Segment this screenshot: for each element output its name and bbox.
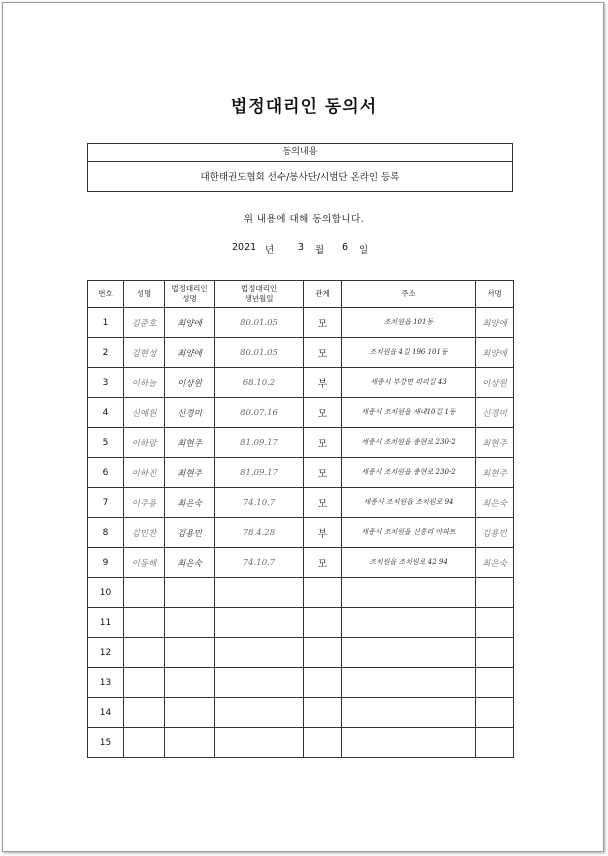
- date-year-unit: 년: [265, 245, 275, 256]
- student-name: 이하진: [124, 458, 165, 488]
- guardian-name: [165, 698, 215, 728]
- signature: [476, 638, 514, 668]
- address: 조치원읍 조치원로 42 94: [342, 548, 476, 578]
- guardian-birthdate: 74.10.7: [215, 488, 304, 518]
- table-row: [88, 308, 514, 338]
- guardian-name: 최은숙: [165, 548, 215, 578]
- guardian-name: 김용민: [165, 518, 215, 548]
- student-name: [124, 578, 165, 608]
- guardian-name: 최양애: [165, 308, 215, 338]
- guardian-birthdate: [215, 638, 304, 668]
- relation: [304, 698, 342, 728]
- signature: [476, 698, 514, 728]
- student-name: 김현성: [124, 338, 165, 368]
- relation: [304, 668, 342, 698]
- signature: 최은숙: [476, 548, 514, 578]
- relation: 모: [304, 308, 342, 338]
- address: 세종시 조치원읍 조치원로 94: [342, 488, 476, 518]
- table-row: [88, 338, 514, 368]
- guardian-name: 최현주: [165, 428, 215, 458]
- student-name: 김준호: [124, 308, 165, 338]
- row-number: 1: [88, 308, 124, 338]
- address: [342, 698, 476, 728]
- student-name: 이하늘: [124, 368, 165, 398]
- table-row: [88, 398, 514, 428]
- table-row: [88, 608, 514, 638]
- relation: 부: [304, 518, 342, 548]
- guardian-name: [165, 608, 215, 638]
- guardian-birthdate: 78.4.28: [215, 518, 304, 548]
- row-number: 5: [88, 428, 124, 458]
- guardian-birthdate: [215, 668, 304, 698]
- signature: [476, 608, 514, 638]
- signature: [476, 728, 514, 758]
- student-name: [124, 668, 165, 698]
- address: 세종시 부강면 리리길 43: [342, 368, 476, 398]
- row-number: 12: [88, 638, 124, 668]
- address: 세종시 조치원읍 새내10길 1동: [342, 398, 476, 428]
- signature: 최현주: [476, 428, 514, 458]
- address: [342, 578, 476, 608]
- table-header-row: [88, 281, 514, 308]
- student-name: [124, 698, 165, 728]
- table-body: [88, 308, 514, 758]
- guardian-name: 신경미: [165, 398, 215, 428]
- signature: 최현주: [476, 458, 514, 488]
- guardian-name: 최현주: [165, 458, 215, 488]
- table-row: [88, 548, 514, 578]
- row-number: 4: [88, 398, 124, 428]
- table-row: [88, 458, 514, 488]
- guardian-name: 이상원: [165, 368, 215, 398]
- table-row: [88, 728, 514, 758]
- guardian-birthdate: [215, 698, 304, 728]
- table-row: [88, 518, 514, 548]
- consent-header: 동의내용: [88, 144, 512, 162]
- address: [342, 638, 476, 668]
- row-number: 11: [88, 608, 124, 638]
- header-relation: 관계: [304, 281, 342, 308]
- header-address: 주소: [342, 281, 476, 308]
- row-number: 10: [88, 578, 124, 608]
- relation: 모: [304, 548, 342, 578]
- guardian-birthdate: 81.09.17: [215, 458, 304, 488]
- student-name: 신예원: [124, 398, 165, 428]
- guardian-birthdate: 80.01.05: [215, 338, 304, 368]
- signature: 최양애: [476, 308, 514, 338]
- signature: 최은숙: [476, 488, 514, 518]
- student-name: [124, 638, 165, 668]
- address: 세종시 조치원읍 충현로 230-2: [342, 428, 476, 458]
- relation: 모: [304, 458, 342, 488]
- relation: [304, 728, 342, 758]
- address: [342, 668, 476, 698]
- address: 조치원읍 4길 196 101동: [342, 338, 476, 368]
- consent-box: [87, 143, 513, 192]
- header-guardian-birth: 법정대리인 생년월일: [215, 281, 304, 308]
- relation: [304, 608, 342, 638]
- table-row: [88, 578, 514, 608]
- consent-body: 대한태권도협회 선수/봉사단/시범단 온라인 등록: [200, 172, 400, 183]
- agreement-statement: 위 내용에 대해 동의합니다.: [243, 214, 365, 225]
- guardian-table: [87, 280, 514, 758]
- guardian-name: [165, 668, 215, 698]
- signature: [476, 668, 514, 698]
- guardian-birthdate: [215, 578, 304, 608]
- guardian-name: [165, 638, 215, 668]
- header-number: 번호: [88, 281, 124, 308]
- relation: 모: [304, 488, 342, 518]
- guardian-name: 최양애: [165, 338, 215, 368]
- date-day: 6: [342, 242, 349, 253]
- row-number: 3: [88, 368, 124, 398]
- guardian-birthdate: 68.10.2: [215, 368, 304, 398]
- row-number: 14: [88, 698, 124, 728]
- relation: [304, 638, 342, 668]
- row-number: 9: [88, 548, 124, 578]
- guardian-birthdate: 80.01.05: [215, 308, 304, 338]
- relation: 부: [304, 368, 342, 398]
- date-day-unit: 일: [359, 245, 369, 256]
- student-name: 이동해: [124, 548, 165, 578]
- row-number: 2: [88, 338, 124, 368]
- student-name: [124, 728, 165, 758]
- signature: 신경미: [476, 398, 514, 428]
- row-number: 7: [88, 488, 124, 518]
- student-name: 김민찬: [124, 518, 165, 548]
- student-name: 이주용: [124, 488, 165, 518]
- guardian-birthdate: [215, 728, 304, 758]
- signature: 최양애: [476, 338, 514, 368]
- date-month-unit: 월: [315, 245, 325, 256]
- student-name: 이하랑: [124, 428, 165, 458]
- relation: 모: [304, 398, 342, 428]
- guardian-name: [165, 728, 215, 758]
- table-row: [88, 368, 514, 398]
- address: 세종시 조치원읍 신흥리 아파트: [342, 518, 476, 548]
- guardian-birthdate: 74.10.7: [215, 548, 304, 578]
- signature: 김용민: [476, 518, 514, 548]
- document-title: 법정대리인 동의서: [230, 97, 378, 117]
- date-year: 2021: [232, 242, 257, 253]
- header-name: 성명: [124, 281, 165, 308]
- row-number: 8: [88, 518, 124, 548]
- signature: [476, 578, 514, 608]
- address: [342, 728, 476, 758]
- date-month: 3: [298, 242, 305, 253]
- row-number: 15: [88, 728, 124, 758]
- header-signature: 서명: [476, 281, 514, 308]
- row-number: 13: [88, 668, 124, 698]
- guardian-birthdate: 81.09.17: [215, 428, 304, 458]
- address: 조치원읍 101동: [342, 308, 476, 338]
- student-name: [124, 608, 165, 638]
- guardian-birthdate: 80.07.16: [215, 398, 304, 428]
- relation: 모: [304, 338, 342, 368]
- table-row: [88, 488, 514, 518]
- relation: [304, 578, 342, 608]
- relation: 모: [304, 428, 342, 458]
- row-number: 6: [88, 458, 124, 488]
- table-row: [88, 428, 514, 458]
- table-row: [88, 668, 514, 698]
- table-row: [88, 638, 514, 668]
- signature: 이상원: [476, 368, 514, 398]
- header-guardian-name: 법정대리인 성명: [165, 281, 215, 308]
- table-row: [88, 698, 514, 728]
- guardian-name: 최은숙: [165, 488, 215, 518]
- guardian-name: [165, 578, 215, 608]
- address: 세종시 조치원읍 충현로 230-2: [342, 458, 476, 488]
- guardian-birthdate: [215, 608, 304, 638]
- address: [342, 608, 476, 638]
